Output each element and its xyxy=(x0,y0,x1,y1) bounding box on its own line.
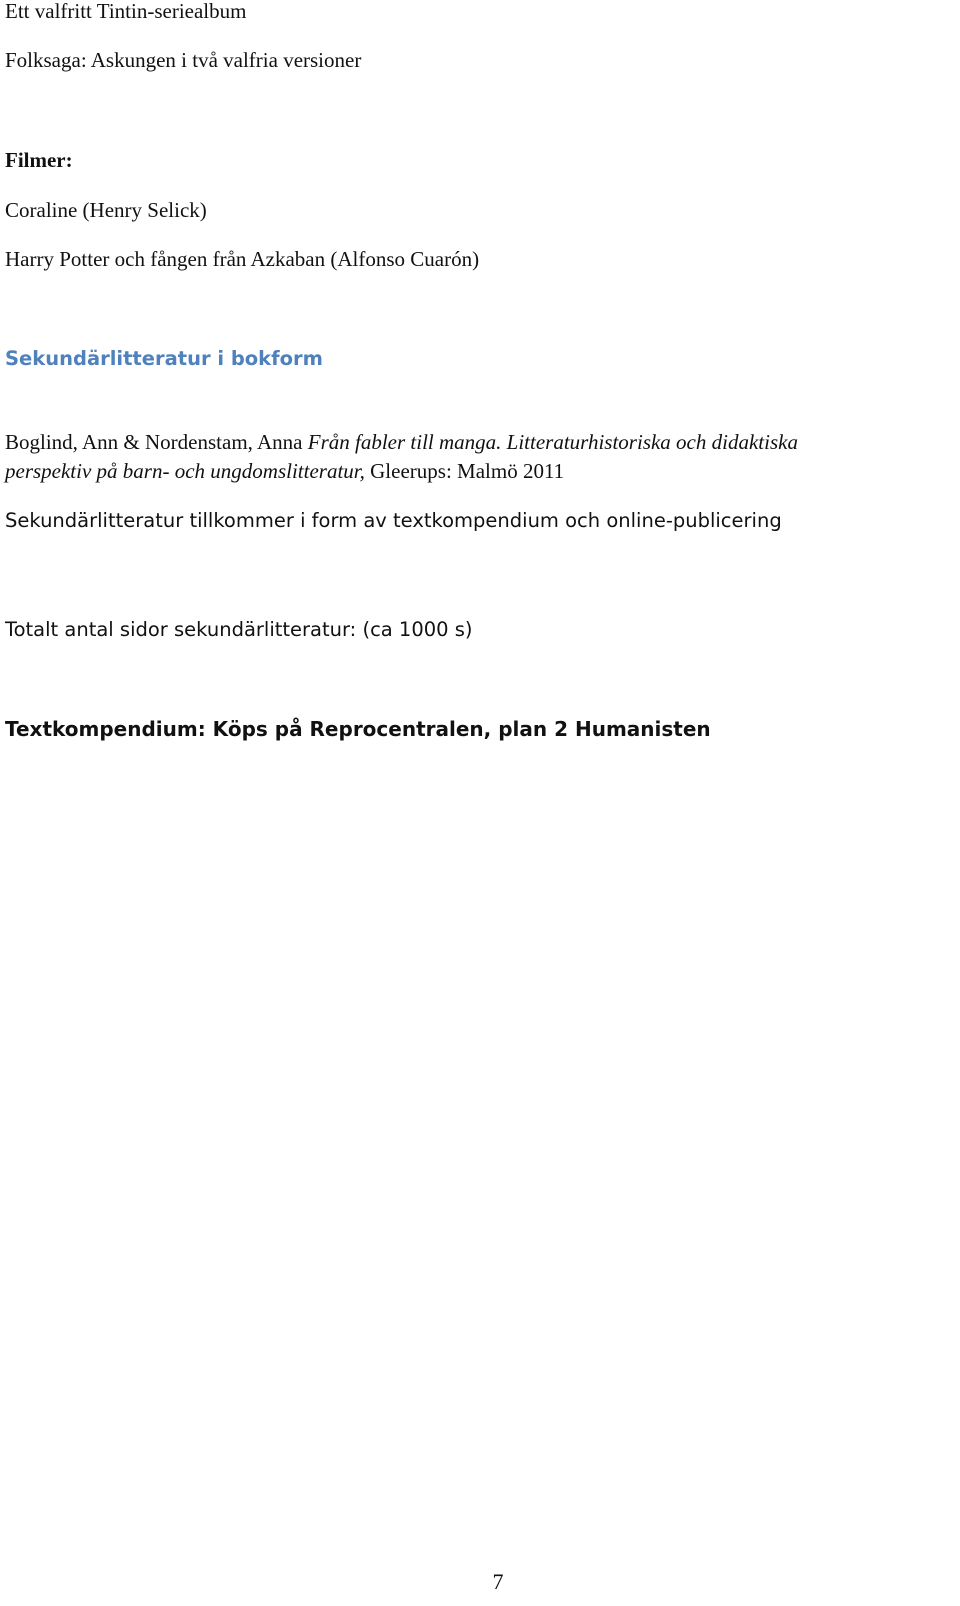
compendium-heading: Textkompendium: Köps på Reprocentralen, plan 2 Humanisten xyxy=(5,717,711,741)
course-item-tintin: Ett valfritt Tintin-seriealbum xyxy=(5,0,247,23)
reference-title-part2: perspektiv på barn- och ungdomslitteratur, xyxy=(5,459,365,483)
page-number-text: 7 xyxy=(492,1569,504,1594)
reference-line-2 xyxy=(5,457,564,485)
reference-publisher: Gleerups: Malmö 2011 xyxy=(364,459,565,483)
reference-line-1 xyxy=(5,428,798,456)
total-pages-text: Totalt antal sidor sekundärlitteratur: (ca 1000 s) xyxy=(5,618,473,641)
course-item-folksaga: Folksaga: Askungen i två valfria versioner xyxy=(5,48,362,72)
film-item: Harry Potter och fången från Azkaban (Alfonso Cuarón) xyxy=(5,247,480,271)
film-item: Coraline (Henry Selick) xyxy=(5,198,207,222)
reference-authors: Boglind, Ann & Nordenstam, Anna xyxy=(5,430,308,454)
secondary-literature-heading: Sekundärlitteratur i bokform xyxy=(5,347,323,370)
films-heading: Filmer: xyxy=(5,148,73,172)
reference-title-part1: Från fabler till manga. Litteraturhistoriska och didaktiska xyxy=(307,430,798,454)
page-number xyxy=(0,1568,960,1596)
secondary-literature-note: Sekundärlitteratur tillkommer i form av textkompendium och online-publicering xyxy=(5,509,782,532)
